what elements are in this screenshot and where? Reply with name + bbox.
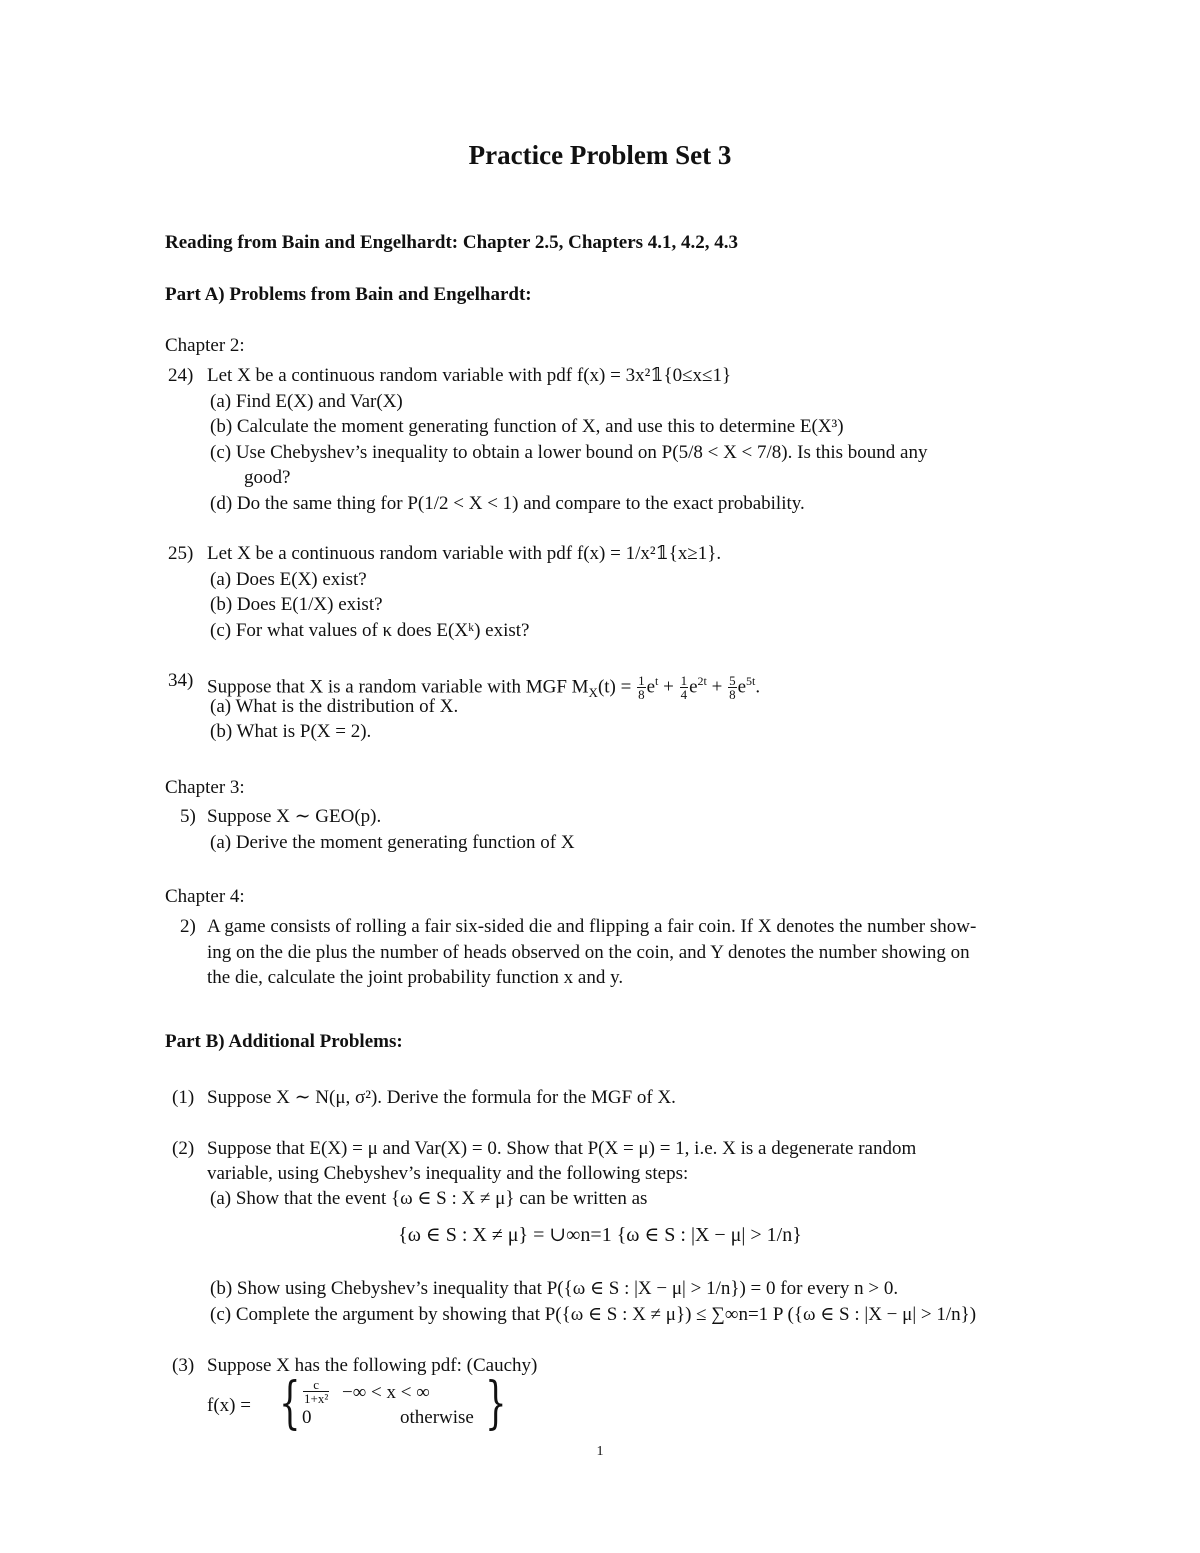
problem-34-text-mid: (t) = bbox=[597, 676, 637, 698]
chapter-3-heading: Chapter 3: bbox=[165, 777, 245, 798]
problem-2-line-1: A game consists of rolling a fair six-sided die and flipping a fair coin. If X denotes the number show- bbox=[207, 916, 977, 937]
problem-34-text: Suppose that X is a random variable with MGF $M_X(t)$ = $\frac{1}{8}$ $e^t$ + $\frac{1}{4}$ $e^{2t}$ + $\frac{5}{8}$ $e^{5t}$. bbox=[207, 673, 761, 703]
b2-a: (a) Show that the event {ω ∈ S : X ≠ μ} can be written as bbox=[210, 1188, 648, 1209]
problem-24-c: (c) Use Chebyshev’s inequality to obtain a lower bound on P(5/8 < X < 7/8). Is this bound any bbox=[210, 442, 928, 463]
problem-25-b: (b) Does E(1/X) exist? bbox=[210, 594, 383, 615]
problem-5-text: Suppose X ∼ GEO(p). bbox=[207, 806, 382, 827]
b3-number: (3) bbox=[172, 1355, 195, 1376]
problem-2-number: 2) bbox=[180, 916, 196, 937]
chapter-4-heading: Chapter 4: bbox=[165, 886, 245, 907]
reading-line: Reading from Bain and Engelhardt: Chapter 2.5, Chapters 4.1, 4.2, 4.3 bbox=[165, 232, 739, 253]
b2-line-1: Suppose that E(X) = μ and Var(X) = 0. Show that P(X = μ) = 1, i.e. X is a degenerate random bbox=[207, 1138, 917, 1159]
b3-case2-cond: otherwise bbox=[400, 1407, 474, 1428]
problem-34-a: (a) What is the distribution of X. bbox=[210, 696, 459, 717]
problem-34-text-pre: Suppose that X is a random variable with MGF M bbox=[207, 676, 589, 698]
problem-24-d: (d) Do the same thing for P(1/2 < X < 1) and compare to the exact probability. bbox=[210, 493, 805, 514]
problem-5-a: (a) Derive the moment generating function of X bbox=[210, 832, 575, 853]
problem-34-b: (b) What is P(X = 2). bbox=[210, 721, 372, 742]
problem-34-sub: X bbox=[588, 685, 598, 701]
problem-25-text: Let X be a continuous random variable with pdf f(x) = 1/x²𝟙{x≥1}. bbox=[207, 543, 722, 564]
b3-case2-val: 0 bbox=[302, 1407, 312, 1428]
part-b-heading: Part B) Additional Problems: bbox=[165, 1031, 403, 1052]
problem-24-text: Let X be a continuous random variable with pdf f(x) = 3x²𝟙{0≤x≤1} bbox=[207, 365, 732, 386]
b3-case1-cond: −∞ < x < ∞ bbox=[342, 1382, 430, 1403]
part-a-heading: Part A) Problems from Bain and Engelhardt: bbox=[165, 284, 532, 305]
chapter-2-heading: Chapter 2: bbox=[165, 335, 245, 356]
b1-text: Suppose X ∼ N(μ, σ²). Derive the formula for the MGF of X. bbox=[207, 1087, 676, 1108]
b2-c: (c) Complete the argument by showing that P({ω ∈ S : X ≠ μ}) ≤ ∑∞n=1 P ({ω ∈ S : |X − μ| > 1/n}) bbox=[210, 1304, 977, 1325]
problem-24-b: (b) Calculate the moment generating function of X, and use this to determine E(X³) bbox=[210, 416, 844, 437]
b2-line-2: variable, using Chebyshev’s inequality and the following steps: bbox=[207, 1163, 689, 1184]
b3-case1-den: 1+x² bbox=[304, 1391, 329, 1407]
problem-5-number: 5) bbox=[180, 806, 196, 827]
b3-fx-label: f(x) = bbox=[207, 1395, 251, 1416]
b3-case1-num: c bbox=[303, 1378, 329, 1392]
problem-25-c: (c) For what values of κ does E(Xᵏ) exist? bbox=[210, 620, 530, 641]
problem-2-line-3: the die, calculate the joint probability function x and y. bbox=[207, 967, 624, 988]
b3-case-1 bbox=[302, 1378, 330, 1405]
problem-34-number: 34) bbox=[168, 670, 194, 691]
page-number: 1 bbox=[596, 1444, 604, 1459]
problem-2-line-2: ing on the die plus the number of heads observed on the coin, and Y denotes the number showing on bbox=[207, 942, 970, 963]
problem-24-c-cont: good? bbox=[244, 467, 291, 488]
right-brace: } bbox=[485, 1371, 507, 1436]
b2-display-equation: {ω ∈ S : X ≠ μ} = ∪∞n=1 {ω ∈ S : |X − μ| > 1/n} bbox=[398, 1224, 802, 1246]
b3-text: Suppose X has the following pdf: (Cauchy) bbox=[207, 1355, 538, 1376]
problem-24-number: 24) bbox=[168, 365, 194, 386]
b2-b: (b) Show using Chebyshev’s inequality that P({ω ∈ S : |X − μ| > 1/n}) = 0 for every n > 0. bbox=[210, 1278, 899, 1299]
problem-25-number: 25) bbox=[168, 543, 194, 564]
b2-number: (2) bbox=[172, 1138, 195, 1159]
left-brace: { bbox=[279, 1371, 301, 1436]
b1-number: (1) bbox=[172, 1087, 195, 1108]
page-title: Practice Problem Set 3 bbox=[468, 140, 732, 170]
problem-25-a: (a) Does E(X) exist? bbox=[210, 569, 367, 590]
problem-24-a: (a) Find E(X) and Var(X) bbox=[210, 391, 403, 412]
